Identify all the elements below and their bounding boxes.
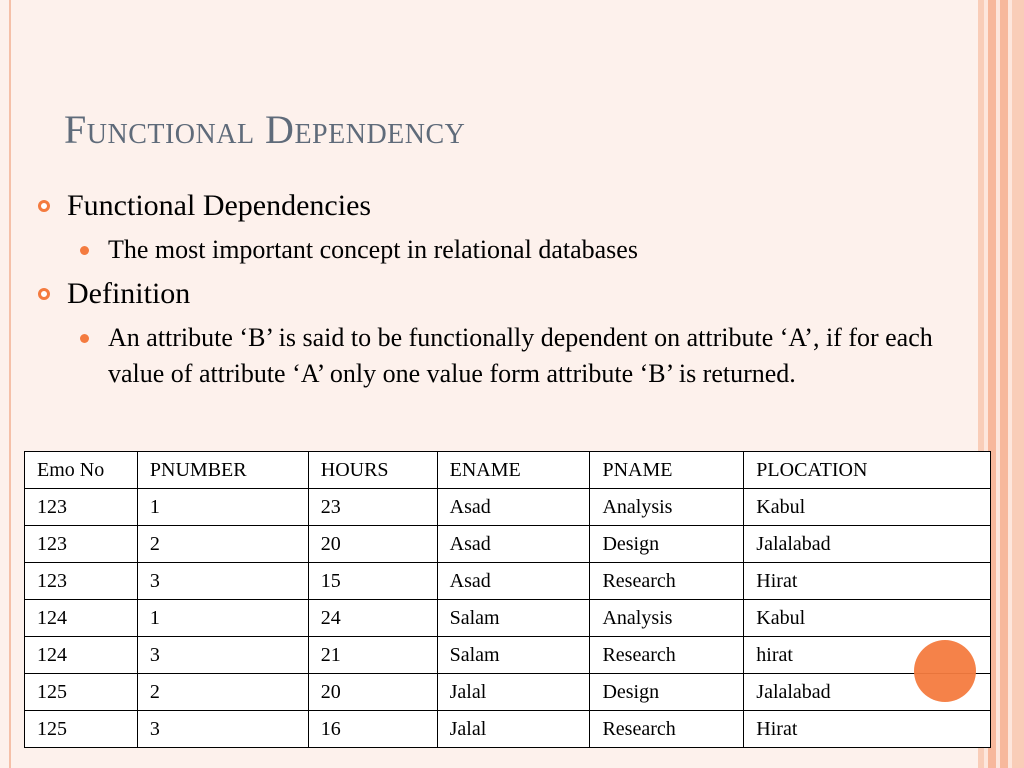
table-cell: 15 (308, 563, 437, 600)
table-cell: 123 (25, 489, 138, 526)
table-cell: 125 (25, 711, 138, 748)
left-border-line (9, 0, 11, 768)
table-cell: Hirat (744, 563, 991, 600)
table-row (25, 489, 991, 526)
bullet-list (38, 186, 938, 398)
table-row (25, 674, 991, 711)
table-cell: Design (590, 674, 744, 711)
table-cell: hirat (744, 637, 991, 674)
table-header-cell: Emo No (25, 452, 138, 489)
table-cell: 16 (308, 711, 437, 748)
table-cell: Asad (437, 526, 590, 563)
bullet-ring-icon (38, 288, 50, 300)
table-cell: 24 (308, 600, 437, 637)
sub-bullet-text: The most important concept in relational databases (108, 235, 638, 264)
table-header-cell: ENAME (437, 452, 590, 489)
table-cell: Asad (437, 563, 590, 600)
table-cell: 125 (25, 674, 138, 711)
table-cell: Jalal (437, 711, 590, 748)
table-cell: Analysis (590, 600, 744, 637)
table-cell: Kabul (744, 600, 991, 637)
table-cell: Asad (437, 489, 590, 526)
table-cell: Salam (437, 637, 590, 674)
table-cell: Salam (437, 600, 590, 637)
sub-bullet-definition-text (80, 320, 938, 392)
table-cell: Hirat (744, 711, 991, 748)
bullet-definition (38, 274, 938, 314)
decorative-stripe (1000, 0, 1008, 768)
table-cell: Research (590, 637, 744, 674)
table-row (25, 563, 991, 600)
table-cell: Research (590, 711, 744, 748)
table-header-cell: PLOCATION (744, 452, 991, 489)
table-cell: 21 (308, 637, 437, 674)
table-cell: Kabul (744, 489, 991, 526)
table-cell: 2 (137, 674, 308, 711)
bullet-text: Definition (67, 277, 191, 310)
decorative-stripe (1012, 0, 1024, 768)
table-row (25, 600, 991, 637)
table-cell: 20 (308, 526, 437, 563)
table-cell: 23 (308, 489, 437, 526)
table-cell: 1 (137, 600, 308, 637)
table-header-cell: PNUMBER (137, 452, 308, 489)
table-cell: 124 (25, 600, 138, 637)
bullet-ring-icon (38, 200, 50, 212)
bullet-text: Functional Dependencies (67, 189, 372, 222)
sub-bullet-text: An attribute ‘B’ is said to be functionally dependent on attribute ‘A’, if for each value of attribute ‘A’ only one value form attribute ‘B’ is returned. (108, 323, 933, 388)
table-header-cell: PNAME (590, 452, 744, 489)
table-cell: 2 (137, 526, 308, 563)
table-cell: 123 (25, 563, 138, 600)
bullet-dot-icon (80, 334, 89, 343)
table-cell: 3 (137, 711, 308, 748)
table-row (25, 711, 991, 748)
table-cell: Jalalabad (744, 526, 991, 563)
table-cell: Jalal (437, 674, 590, 711)
table-row (25, 526, 991, 563)
table-cell: 3 (137, 637, 308, 674)
table-cell: 20 (308, 674, 437, 711)
table-cell: Research (590, 563, 744, 600)
slide-title: Functional Dependency (64, 107, 466, 152)
table-header-cell: HOURS (308, 452, 437, 489)
decorative-orange-circle (914, 640, 976, 702)
bullet-dot-icon (80, 246, 89, 255)
table-cell: Design (590, 526, 744, 563)
table-cell: 124 (25, 637, 138, 674)
table-cell: 123 (25, 526, 138, 563)
table-cell: 3 (137, 563, 308, 600)
table-cell: Jalalabad (744, 674, 991, 711)
table-row (25, 637, 991, 674)
sub-bullet-importance (80, 232, 938, 268)
bullet-functional-dependencies (38, 186, 938, 226)
table-cell: 1 (137, 489, 308, 526)
table-header-row (25, 452, 991, 489)
table-cell: Analysis (590, 489, 744, 526)
employee-project-table (24, 451, 991, 748)
